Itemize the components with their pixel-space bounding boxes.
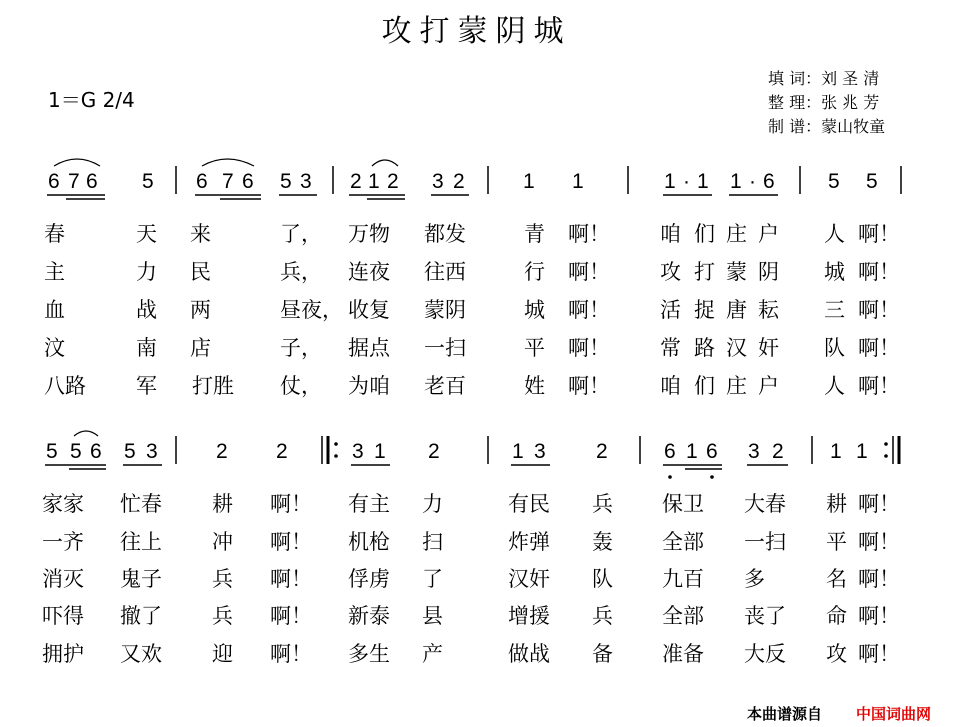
slur (372, 160, 398, 166)
repeat-dot (334, 454, 338, 458)
note: 1 (572, 170, 584, 193)
lyric-syllable: 捉 (694, 298, 715, 322)
lyric-syllable: 路 (694, 336, 715, 360)
note: 6 (196, 170, 208, 193)
lyric-syllable: 打胜 (192, 374, 234, 398)
lyric-syllable: 蒙阴 (424, 298, 466, 322)
lyric-syllable: 撤了 (120, 604, 162, 628)
lyric-syllable: 蒙 (726, 260, 747, 284)
lyric-syllable: 县 (422, 604, 443, 628)
lyric-syllable: 了 (422, 567, 443, 591)
lyric-syllable: 啊！ (270, 567, 312, 591)
lyric-syllable: 血 (44, 298, 65, 322)
key-signature: 1＝G 2/4 (48, 88, 135, 112)
lyric-syllable: 耕 (212, 492, 233, 516)
lyric-syllable: 啊！ (270, 604, 312, 628)
lower-octave-dot (710, 475, 714, 479)
note: 5 (280, 170, 292, 193)
slur (202, 159, 254, 166)
lyric-syllable: 为咱 (348, 374, 390, 398)
slur (54, 159, 100, 166)
lyric-syllable: 两 (190, 298, 211, 322)
lyric-syllable: 啊！ (858, 298, 900, 322)
lyric-syllable: 汉 (726, 336, 747, 360)
repeat-dot (884, 442, 888, 446)
lyric-syllable: 户 (758, 222, 779, 246)
note: 1 (730, 170, 742, 193)
note: 2 (428, 440, 440, 463)
lyric-syllable: 备 (592, 642, 613, 666)
lyric-syllable: 户 (758, 374, 779, 398)
lyric-syllable: 攻 (826, 642, 847, 666)
note: 5 (46, 440, 58, 463)
lyric-syllable: 力 (136, 260, 157, 284)
source-site-link[interactable]: 中国词曲网 (856, 705, 932, 723)
note-dot: · (683, 170, 690, 193)
lyric-syllable: 仗， (280, 374, 322, 398)
note: 6 (86, 170, 98, 193)
repeat-dots (334, 442, 888, 458)
lyric-syllable: 多生 (348, 642, 390, 666)
repeat-dot (884, 454, 888, 458)
note: 3 (352, 440, 364, 463)
credit-lyricist: 填 词：刘 圣 清 (768, 69, 880, 88)
lyric-syllable: 兵 (592, 604, 613, 628)
note: 3 (432, 170, 444, 193)
lyric-syllable: 啊！ (270, 530, 312, 554)
lyric-syllable: 拥护 (42, 642, 84, 666)
lyric-syllable: 店 (190, 336, 211, 360)
slur (74, 431, 98, 436)
lyric-syllable: 啊！ (568, 260, 610, 284)
lyric-syllable: 保卫 (662, 492, 704, 516)
lyric-syllable: 啊！ (568, 374, 610, 398)
lyric-syllable: 平 (524, 336, 545, 360)
lyric-syllable: 耘 (758, 298, 779, 322)
note: 6 (48, 170, 60, 193)
note: 5 (70, 440, 82, 463)
lyric-syllable: 消灭 (42, 567, 84, 591)
lyric-syllable: 平 (826, 530, 847, 554)
lyric-syllable: 啊！ (568, 222, 610, 246)
lyric-syllable: 人 (824, 222, 845, 246)
lyric-syllable: 冲 (212, 530, 233, 554)
lyric-syllable: 全部 (662, 530, 704, 554)
lyric-syllable: 炸弹 (508, 530, 550, 554)
lyric-syllable: 丧了 (744, 604, 786, 628)
lyric-syllable: 城 (524, 298, 545, 322)
note: 3 (146, 440, 158, 463)
lyric-syllable: 八路 (44, 374, 86, 398)
lyric-syllable: 啊！ (858, 260, 900, 284)
note: 2 (453, 170, 465, 193)
note: 1 (856, 440, 868, 463)
lyric-syllable: 扫 (422, 530, 443, 554)
note: 2 (596, 440, 608, 463)
note: 1 (512, 440, 524, 463)
lyric-syllable: 昼夜， (280, 298, 343, 322)
lyric-syllable: 庄 (726, 374, 747, 398)
source-label: 本曲谱源自 (747, 705, 823, 723)
lyric-syllable: 准备 (662, 642, 704, 666)
lyric-syllable: 啊！ (858, 604, 900, 628)
lyric-syllable: 主 (44, 260, 65, 284)
lyric-syllable: 行 (524, 260, 545, 284)
lyric-syllable: 城 (824, 260, 845, 284)
lyric-syllable: 了， (280, 222, 322, 246)
lyric-syllable: 万物 (348, 222, 390, 246)
note: 5 (828, 170, 840, 193)
lyric-syllable: 啊！ (858, 567, 900, 591)
lyric-syllable: 春 (44, 222, 65, 246)
song-title: 攻打蒙阴城 (381, 14, 572, 49)
lyric-syllable: 力 (422, 492, 443, 516)
lyric-syllable: 往西 (424, 260, 466, 284)
note: 6 (242, 170, 254, 193)
lyric-syllable: 机枪 (348, 530, 390, 554)
lyric-syllable: 姓 (524, 374, 545, 398)
lyric-syllable: 收复 (348, 298, 390, 322)
note: 6 (664, 440, 676, 463)
lyric-syllable: 兵 (212, 604, 233, 628)
lyric-syllable: 汶 (44, 336, 65, 360)
note: 1 (697, 170, 709, 193)
lyric-syllable: 有民 (508, 492, 550, 516)
note: 7 (68, 170, 80, 193)
lyric-syllable: 人 (824, 374, 845, 398)
lyric-syllable: 家家 (42, 492, 84, 516)
note: 1 (830, 440, 842, 463)
note: 7 (222, 170, 234, 193)
lyric-syllable: 啊！ (858, 530, 900, 554)
note: 1 (664, 170, 676, 193)
note: 5 (866, 170, 878, 193)
lyric-syllable: 子， (280, 336, 322, 360)
lyric-syllable: 名 (826, 567, 847, 591)
lyric-syllable: 天 (136, 222, 157, 246)
note: 2 (772, 440, 784, 463)
lyric-syllable: 忙春 (120, 492, 162, 516)
note: 5 (142, 170, 154, 193)
lyric-syllable: 来 (190, 222, 211, 246)
lyric-syllable: 命 (826, 604, 847, 628)
note: 2 (350, 170, 362, 193)
note: 1 (374, 440, 386, 463)
lyric-syllable: 啊！ (568, 336, 610, 360)
credit-transcriber: 制 谱：蒙山牧童 (768, 117, 886, 136)
lyric-syllable: 唐 (726, 298, 747, 322)
lyric-syllable: 民 (190, 260, 211, 284)
note: 2 (276, 440, 288, 463)
lyric-syllable: 一扫 (424, 336, 466, 360)
lyric-syllable: 们 (694, 374, 715, 398)
lyric-syllable: 都发 (424, 222, 466, 246)
lyric-syllable: 有主 (348, 492, 390, 516)
lyric-syllable: 新泰 (348, 604, 390, 628)
lyric-syllable: 多 (744, 567, 765, 591)
lyric-syllable: 据点 (348, 336, 390, 360)
lyric-syllable: 军 (136, 374, 157, 398)
lyric-syllable: 活 (660, 298, 681, 322)
lyric-syllable: 大反 (744, 642, 786, 666)
lyric-syllable: 又欢 (120, 642, 162, 666)
note: 3 (300, 170, 312, 193)
lyric-syllable: 战 (136, 298, 157, 322)
lyric-syllable: 咱 (660, 374, 681, 398)
note: 2 (387, 170, 399, 193)
note: 1 (523, 170, 535, 193)
lyric-syllable: 汉奸 (508, 567, 550, 591)
lyric-syllable: 九百 (662, 567, 704, 591)
lyric-syllable: 攻 (660, 260, 681, 284)
lyric-syllable: 队 (592, 567, 613, 591)
note-dot: · (749, 170, 756, 193)
lyric-syllable: 全部 (662, 604, 704, 628)
lyric-syllable: 做战 (508, 642, 550, 666)
lyric-syllable: 啊！ (858, 492, 900, 516)
note: 6 (90, 440, 102, 463)
lyric-syllable: 增援 (508, 604, 550, 628)
lyric-syllable: 啊！ (858, 336, 900, 360)
note: 2 (216, 440, 228, 463)
note: 6 (706, 440, 718, 463)
credit-arranger: 整 理：张 兆 芳 (768, 93, 880, 112)
lyric-syllable: 鬼子 (120, 567, 162, 591)
lyric-syllable: 奸 (758, 336, 779, 360)
lyric-syllable: 兵 (212, 567, 233, 591)
lyric-syllable: 迎 (212, 642, 233, 666)
lyric-syllable: 一扫 (744, 530, 786, 554)
lyric-syllable: 啊！ (858, 222, 900, 246)
lyric-syllable: 往上 (120, 530, 162, 554)
lyric-syllable: 打 (694, 260, 715, 284)
lyric-syllable: 连夜 (348, 260, 390, 284)
note: 1 (368, 170, 380, 193)
note: 3 (534, 440, 546, 463)
lyric-syllable: 青 (524, 222, 545, 246)
lyric-syllable: 啊！ (568, 298, 610, 322)
lyric-syllable: 大春 (744, 492, 786, 516)
lyric-syllable: 三 (824, 298, 845, 322)
lyric-syllable: 啊！ (858, 374, 900, 398)
note: 1 (686, 440, 698, 463)
lyric-syllable: 啊！ (858, 642, 900, 666)
lyric-syllable: 队 (824, 336, 845, 360)
lyric-syllable: 们 (694, 222, 715, 246)
lyric-syllable: 兵， (280, 260, 322, 284)
lyric-syllable: 庄 (726, 222, 747, 246)
lyric-syllable: 啊！ (270, 492, 312, 516)
lyric-syllable: 常 (660, 336, 681, 360)
lyric-syllable: 耕 (826, 492, 847, 516)
lower-octave-dot (668, 475, 672, 479)
note: 3 (748, 440, 760, 463)
repeat-dot (334, 442, 338, 446)
note: 6 (763, 170, 775, 193)
lyric-syllable: 南 (136, 336, 157, 360)
lyric-syllable: 兵 (592, 492, 613, 516)
lyric-syllable: 俘虏 (348, 567, 390, 591)
lyric-syllable: 啊！ (270, 642, 312, 666)
lyric-syllable: 老百 (424, 374, 466, 398)
lyric-syllable: 吓得 (42, 604, 84, 628)
note: 5 (124, 440, 136, 463)
lyric-syllable: 咱 (660, 222, 681, 246)
octave-dots (668, 475, 714, 479)
lyric-syllable: 轰 (592, 530, 613, 554)
lyric-syllable: 阴 (758, 260, 779, 284)
lyric-syllable: 产 (422, 642, 443, 666)
lyric-syllable: 一齐 (42, 530, 84, 554)
